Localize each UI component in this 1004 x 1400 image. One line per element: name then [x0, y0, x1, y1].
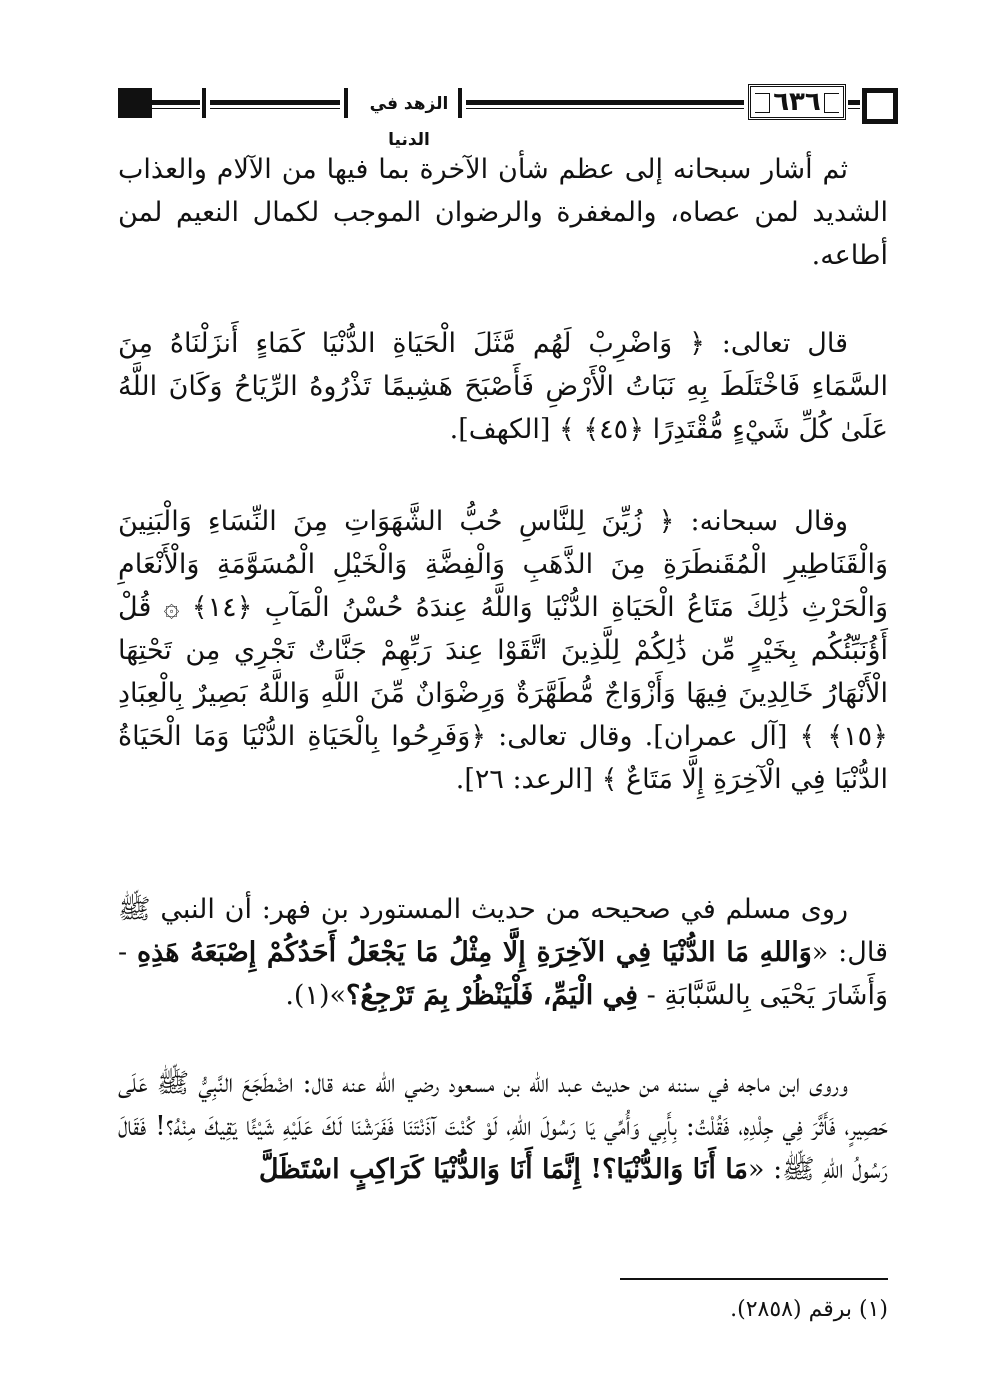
- hadith-text: وَاللهِ مَا الدُّنْيَا فِي الآخِرَةِ إِلَّا مِثْلُ مَا يَجْعَلُ أَحَدُكُمْ إِصْبَعَهُ هَذِهِ: [136, 937, 812, 968]
- quran-quote-kahf: قال تعالى: ﴿ وَاضْرِبْ لَهُم مَّثَلَ الْحَيَاةِ الدُّنْيَا كَمَاءٍ أَنزَلْنَاهُ مِنَ السَّمَاءِ فَاخْتَلَطَ بِهِ نَبَاتُ الْأَرْضِ فَأَصْبَحَ هَشِيمًا تَذْرُوهُ الرِّيَاحُ وَكَانَ اللَّهُ عَلَىٰ كُلِّ شَيْءٍ مُّقْتَدِرًا ﴿٤٥﴾ ﴾ [الكهف].: [118, 328, 888, 445]
- hadith-aside: - وَأَشَارَ يَحْيَى بِالسَّبَّابَةِ -: [118, 937, 888, 1011]
- footnote: (١) برقم (٢٨٥٨).: [730, 1297, 888, 1322]
- hadith-text: مَا أَنَا وَالدُّنْيَا؟! إِنَّمَا أَنَا وَالدُّنْيَا كَرَاكِبٍ اسْتَظَلَّ: [258, 1154, 748, 1185]
- header-rule: [152, 108, 200, 109]
- header-rule: [466, 100, 744, 105]
- paragraph-3: [118, 500, 888, 801]
- header-divider: [458, 88, 462, 118]
- chapter-title: الزهد في الدنيا: [369, 94, 449, 150]
- header-divider: [344, 88, 348, 118]
- paragraph-2: [118, 322, 888, 451]
- hadith-end: »(١).: [285, 980, 347, 1011]
- header-rule: [152, 100, 200, 105]
- header-rule: [848, 108, 860, 109]
- paragraph-4: [118, 888, 888, 1017]
- header-ornament-right: [862, 88, 898, 124]
- hadith-muslim: [118, 888, 888, 1017]
- hadith-intro: روى مسلم في صحيحه من حديث المستورد بن فهر: أن النبي ﷺ قال: «: [118, 894, 888, 968]
- hadith-intro: وروى ابن ماجه في سننه من حديث عبد الله بن مسعود رضي الله عنه قال: اضْطَجَعَ النَّبِيُّ ﷺ عَلَى حَصِيرٍ، فَأَثَّرَ فِي جِلْدِهِ، فَقُلْتُ: بِأَبِي وَأُمِّي يَا رَسُولَ اللهِ، لَوْ كُنْتَ آذَنْتَنَا فَفَرَشْنَا لَكَ عَلَيْهِ شَيْئًا يَقِيكَ مِنْهُ؟! فَقَالَ رَسُولُ اللهِ ﷺ: «: [118, 1068, 888, 1185]
- header-rule: [466, 108, 744, 109]
- quran-quote-al-imran: وقال سبحانه: ﴿ زُيِّنَ لِلنَّاسِ حُبُّ الشَّهَوَاتِ مِنَ النِّسَاءِ وَالْبَنِينَ وَالْقَنَاطِيرِ الْمُقَنطَرَةِ مِنَ الذَّهَبِ وَالْفِضَّةِ وَالْخَيْلِ الْمُسَوَّمَةِ وَالْأَنْعَامِ وَالْحَرْثِ ذَٰلِكَ مَتَاعُ الْحَيَاةِ الدُّنْيَا وَاللَّهُ عِندَهُ حُسْنُ الْمَآبِ ﴿١٤﴾ ۞ قُلْ أَؤُنَبِّئُكُم بِخَيْرٍ مِّن ذَٰلِكُمْ لِلَّذِينَ اتَّقَوْا عِندَ رَبِّهِمْ جَنَّاتٌ تَجْرِي مِن تَحْتِهَا الْأَنْهَارُ خَالِدِينَ فِيهَا وَأَزْوَاجٌ مُّطَهَّرَةٌ وَرِضْوَانٌ مِّنَ اللَّهِ وَاللَّهُ بَصِيرٌ بِالْعِبَادِ ﴿١٥﴾ ﴾ [آل عمران]. وقال تعالى: ﴿وَفَرِحُوا بِالْحَيَاةِ الدُّنْيَا وَمَا الْحَيَاةُ الدُّنْيَا فِي الْآخِرَةِ إِلَّا مَتَاعٌ ﴾ [الرعد: ٢٦].: [118, 506, 888, 795]
- header-divider: [202, 88, 206, 118]
- paragraph-5: [118, 1062, 888, 1191]
- header-rule: [210, 108, 340, 109]
- hadith-ibn-majah: [118, 1062, 888, 1191]
- hadith-text: فِي الْيَمِّ، فَلْيَنْظُرْ بِمَ تَرْجِعُ؟: [346, 980, 639, 1011]
- header-rule: [848, 100, 860, 105]
- paragraph-text: ثم أشار سبحانه إلى عظم شأن الآخرة بما فيها من الآلام والعذاب الشديد لمن عصاه، والمغفرة والرضوان الموجب لكمال النعيم لمن أطاعه.: [118, 154, 888, 271]
- page-number: ٦٣٦: [748, 84, 846, 120]
- page-header: [118, 86, 888, 150]
- paragraph-1: [118, 148, 888, 277]
- footnote-separator: [620, 1278, 888, 1280]
- header-rule: [210, 100, 340, 105]
- header-ornament-left: [118, 88, 152, 118]
